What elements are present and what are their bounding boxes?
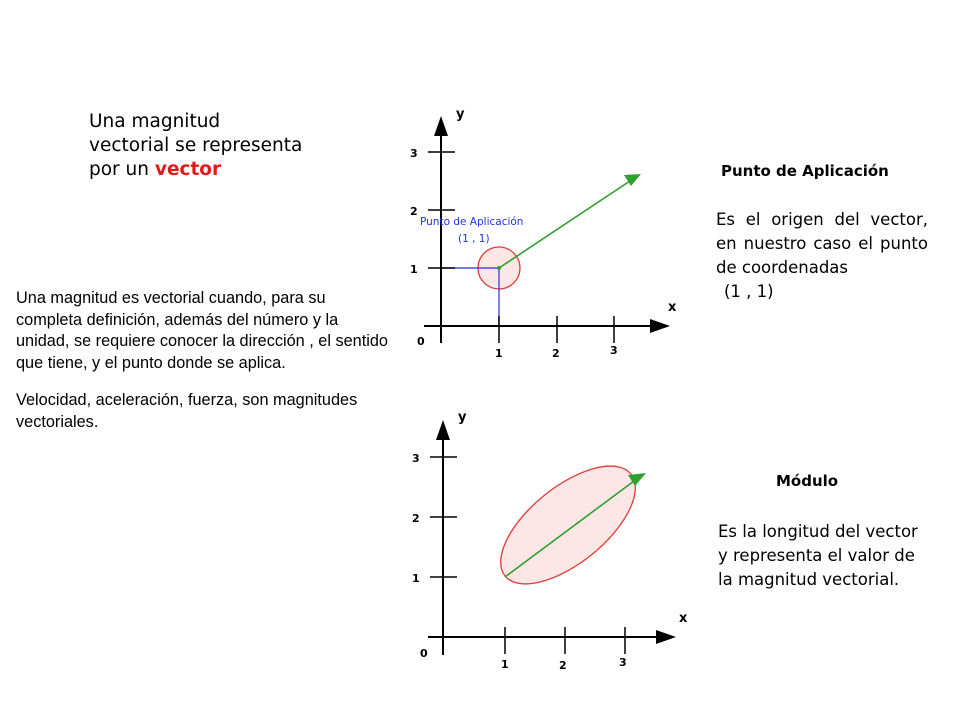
definition-paragraph-1: Una magnitud es vectorial cuando, para su completa definición, además del número y la unidad, se requiere conocer la dirección , el sentido que tiene, y el punto donde se aplica. [16, 289, 388, 372]
y-tick-label-2: 2 [410, 205, 418, 218]
origin-label: 0 [420, 647, 428, 660]
point-of-application-coords: (1 , 1) [724, 282, 774, 301]
point-of-application-text [716, 208, 928, 304]
y-tick-label-1: 1 [410, 263, 418, 276]
x-axis-label: x [679, 611, 688, 626]
intro-line-3-prefix: por un [89, 159, 155, 180]
x-tick-label-3: 3 [619, 656, 627, 669]
intro-line-2: vectorial se representa [89, 135, 303, 156]
module-text: Es la longitud del vector y representa el valor de la magnitud vectorial. [718, 522, 918, 589]
intro-line-1: Una magnitud [89, 111, 221, 132]
y-tick-label-2: 2 [412, 512, 420, 525]
x-tick-label-2: 2 [559, 659, 567, 672]
x-axis-arrow [656, 630, 676, 644]
y-tick-label-1: 1 [412, 572, 420, 585]
y-axis-label: y [456, 107, 465, 122]
application-note-title: Punto de Aplicación [420, 216, 524, 228]
x-axis-label: x [668, 300, 677, 315]
module-highlight-ellipse [481, 444, 655, 605]
intro-highlight-vector: vector [154, 159, 222, 180]
x-tick-label-1: 1 [495, 347, 503, 360]
application-note-coords: (1 , 1) [458, 233, 490, 245]
module-title: Módulo [776, 472, 839, 490]
y-axis-label: y [458, 410, 467, 425]
x-tick-label-3: 3 [610, 344, 618, 357]
origin-label: 0 [417, 335, 425, 348]
x-tick-label-2: 2 [552, 347, 560, 360]
point-of-application-description: Es el origen del vector, en nuestro caso el punto de coordenadas [716, 210, 928, 277]
y-axis-arrow [436, 420, 450, 440]
definition-paragraph-2: Velocidad, aceleración, fuerza, son magnitudes vectoriales. [16, 391, 358, 431]
x-tick-label-1: 1 [501, 658, 509, 671]
y-tick-label-3: 3 [412, 452, 420, 465]
y-tick-label-3: 3 [410, 147, 418, 160]
point-of-application-title: Punto de Aplicación [721, 162, 889, 180]
